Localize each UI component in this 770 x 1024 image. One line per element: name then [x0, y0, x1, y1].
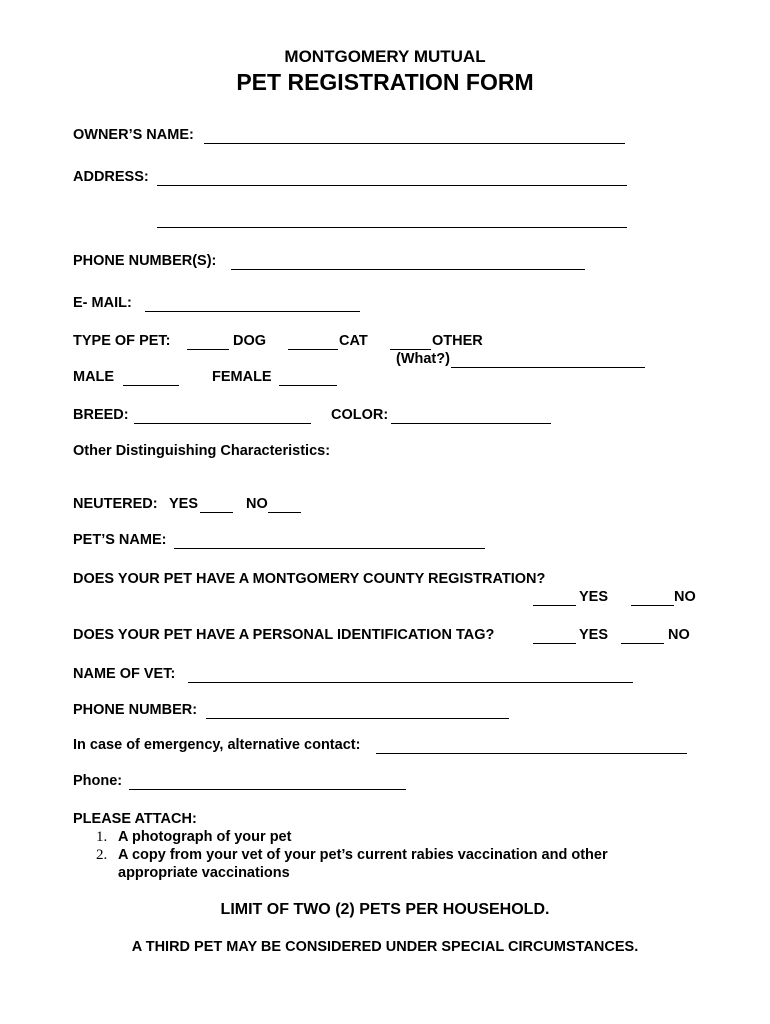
attach-item-number: 2.	[96, 847, 108, 863]
attach-item-number: 1.	[96, 829, 108, 845]
breed-field[interactable]	[134, 409, 311, 424]
vet-phone-field[interactable]	[206, 704, 509, 719]
female-label: FEMALE	[212, 369, 272, 385]
phone-numbers-field[interactable]	[231, 255, 585, 270]
address-field-line2[interactable]	[157, 213, 627, 228]
dog-label: DOG	[233, 333, 267, 349]
female-field[interactable]	[279, 371, 337, 386]
attach-item-vaccination: A copy from your vet of your pet’s current rabies vaccination and other	[118, 847, 608, 863]
emergency-phone-field[interactable]	[129, 775, 406, 790]
emergency-contact-label: In case of emergency, alternative contact:	[73, 737, 361, 753]
pet-limit-notice: LIMIT OF TWO (2) PETS PER HOUSEHOLD.	[220, 901, 550, 918]
cat-field[interactable]	[288, 335, 338, 350]
type-of-pet-label: TYPE OF PET:	[73, 333, 171, 349]
distinguishing-characteristics-label: Other Distinguishing Characteristics:	[73, 443, 331, 459]
attach-item-photograph: A photograph of your pet	[118, 829, 292, 845]
owner-name-label: OWNER’S NAME:	[73, 127, 194, 143]
phone-numbers-label: PHONE NUMBER(S):	[73, 253, 217, 269]
pet-name-field[interactable]	[174, 534, 485, 549]
other-what-label: (What?)	[396, 351, 450, 367]
dog-field[interactable]	[187, 335, 229, 350]
email-label: E- MAIL:	[73, 295, 132, 311]
emergency-phone-label: Phone:	[73, 773, 123, 789]
county-registration-no-label: NO	[674, 589, 696, 605]
other-field[interactable]	[390, 335, 431, 350]
attach-item-vaccination-cont: appropriate vaccinations	[118, 865, 290, 881]
county-registration-yes-label: YES	[579, 589, 609, 605]
other-label: OTHER	[432, 333, 483, 349]
neutered-no-field[interactable]	[268, 498, 301, 513]
please-attach-heading: PLEASE ATTACH:	[73, 811, 197, 827]
organization-name: MONTGOMERY MUTUAL	[284, 47, 486, 66]
neutered-yes-field[interactable]	[200, 498, 233, 513]
id-tag-yes-field[interactable]	[533, 629, 576, 644]
breed-label: BREED:	[73, 407, 129, 423]
third-pet-notice: A THIRD PET MAY BE CONSIDERED UNDER SPECIAL CIRCUMSTANCES.	[131, 939, 639, 955]
other-what-field[interactable]	[451, 353, 645, 368]
male-label: MALE	[73, 369, 115, 385]
email-field[interactable]	[145, 297, 360, 312]
owner-name-field[interactable]	[204, 129, 625, 144]
id-tag-no-field[interactable]	[621, 629, 664, 644]
address-field-line1[interactable]	[157, 171, 627, 186]
vet-name-field[interactable]	[188, 668, 633, 683]
neutered-yes-label: YES	[169, 496, 199, 512]
neutered-label: NEUTERED:	[73, 496, 158, 512]
color-field[interactable]	[391, 409, 551, 424]
male-field[interactable]	[123, 371, 179, 386]
form-title: PET REGISTRATION FORM	[236, 69, 534, 95]
county-registration-yes-field[interactable]	[533, 591, 576, 606]
county-registration-no-field[interactable]	[631, 591, 674, 606]
pet-name-label: PET’S NAME:	[73, 532, 167, 548]
vet-phone-label: PHONE NUMBER:	[73, 702, 198, 718]
id-tag-question: DOES YOUR PET HAVE A PERSONAL IDENTIFICATION TAG?	[73, 627, 495, 643]
id-tag-no-label: NO	[668, 627, 690, 643]
color-label: COLOR:	[331, 407, 389, 423]
vet-name-label: NAME OF VET:	[73, 666, 176, 682]
county-registration-question: DOES YOUR PET HAVE A MONTGOMERY COUNTY REGISTRATION?	[73, 571, 546, 587]
cat-label: CAT	[339, 333, 368, 349]
id-tag-yes-label: YES	[579, 627, 609, 643]
neutered-no-label: NO	[246, 496, 268, 512]
emergency-contact-field[interactable]	[376, 739, 687, 754]
address-label: ADDRESS:	[73, 169, 149, 185]
